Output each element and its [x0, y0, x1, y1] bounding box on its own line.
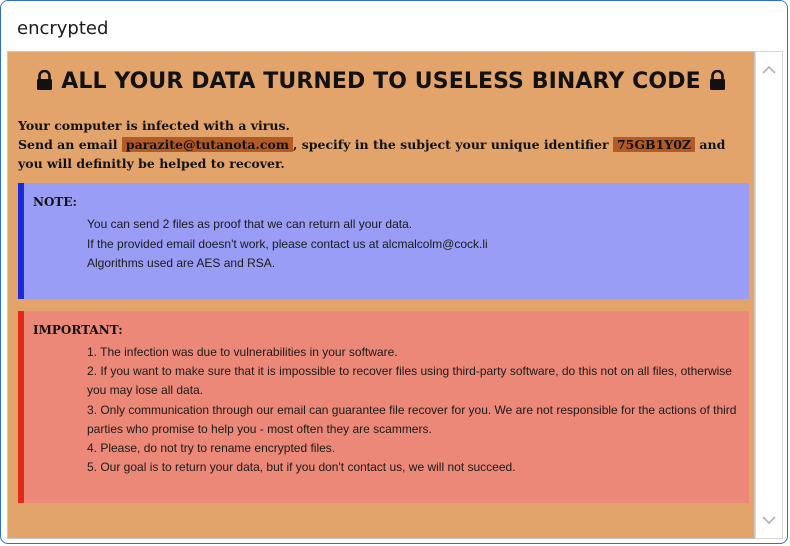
important-label: IMPORTANT:: [33, 323, 123, 337]
important-box: [18, 311, 749, 503]
send-suffix: and you will definitly be helped to recover.: [18, 137, 726, 171]
important-item: 4. Please, do not try to rename encrypted files.: [87, 441, 336, 456]
important-lines: [87, 343, 749, 477]
important-item: 5. Our goal is to return your data, but if you don't contact us, we will not succeed.: [87, 460, 516, 475]
unique-identifier[interactable]: 75GB1Y0Z: [613, 137, 695, 152]
note-line: Algorithms used are AES and RSA.: [87, 256, 276, 270]
send-line: [18, 137, 725, 171]
note-box: [18, 183, 749, 299]
message-panel: [7, 51, 755, 539]
infected-line: Your computer is infected with a virus.: [18, 118, 290, 133]
lock-icon: [36, 70, 53, 90]
headline-text: ALL YOUR DATA TURNED TO USELESS BINARY CODE: [61, 69, 701, 94]
chevron-up-icon[interactable]: [761, 62, 777, 78]
note-line: You can send 2 files as proof that we can return all your data.: [87, 217, 413, 231]
note-lines: [87, 215, 727, 274]
note-label: NOTE:: [33, 195, 77, 209]
important-item: 3. Only communication through our email can guarantee file recover for you. We are not responsible for the actions of third parties who promise to help you - most often they are scammers.: [87, 402, 737, 436]
note-line: If the provided email doesn't work, please contact us at alcmalcolm@cock.li: [87, 236, 488, 251]
vertical-scrollbar[interactable]: [755, 51, 783, 539]
window-title: encrypted: [17, 18, 109, 39]
title-bar[interactable]: [1, 1, 787, 51]
chevron-down-icon[interactable]: [761, 512, 777, 528]
important-item: 2. If you want to make sure that it is impossible to recover files using third-party software, do this not on all files, otherwise you may lose all data.: [87, 364, 732, 398]
send-prefix: Send an email: [18, 137, 118, 152]
headline: [8, 69, 754, 94]
contact-email[interactable]: parazite@tutanota.com: [122, 137, 293, 152]
send-middle: , specify in the subject your unique identifier: [293, 137, 609, 152]
important-item: 1. The infection was due to vulnerabilities in your software.: [87, 345, 398, 359]
lock-icon: [709, 70, 726, 90]
intro-text: [18, 116, 748, 173]
